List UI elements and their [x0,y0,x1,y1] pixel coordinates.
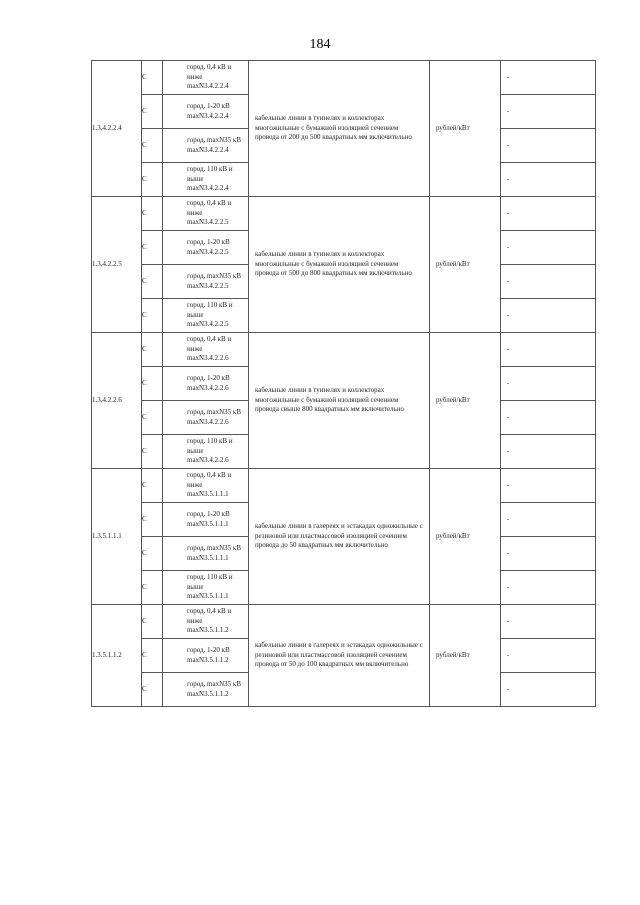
category-line: выше [187,446,204,455]
category-line: ниже [187,480,203,489]
settlement-type: С [142,673,163,707]
category-line: ниже [187,344,203,353]
settlement-type: С [142,129,163,163]
voltage-category [163,435,249,469]
category-line: город, 0,4 кВ и [187,335,232,344]
settlement-type: С [142,197,163,231]
settlement-type: С [142,299,163,333]
category-line: maxN3.5.1.1.2 [187,626,229,635]
category-line: город, 110 кВ и [187,301,233,310]
voltage-category [163,401,249,435]
category-line: maxN3.4.2.2.5 [187,320,229,329]
voltage-category [163,605,249,639]
voltage-category [163,333,249,367]
category-line: maxN3.4.2.2.6 [187,456,229,465]
line-description: кабельные линии в галереях и эстакадах одножильные с резиновой или пластмассовой изоляцией сечением провода до 50 квадратных мм включительно [249,469,430,605]
category-line: maxN3.5.1.1.2 [187,689,229,698]
settlement-type: С [142,571,163,605]
page-number: 184 [309,37,331,52]
category-line: город, 110 кВ и [187,437,233,446]
category-line: выше [187,310,204,319]
category-line: ниже [187,208,203,217]
line-description: кабельные линии в галереях и эстакадах одножильные с резиновой или пластмассовой изоляцией сечением провода от 50 до 100 квадратных мм включительно [249,605,430,707]
category-line: ниже [187,616,203,625]
table-row [92,469,596,503]
category-line: maxN3.5.1.1.2 [187,655,229,664]
line-description: кабельные линии в туннелях и коллекторах многожильные с бумажной изоляцией сечением провода от 200 до 500 квадратных мм включительно [249,61,430,197]
tariff-value: - [501,95,596,129]
category-line: maxN3.4.2.2.5 [187,218,229,227]
unit-label: рублей/кВт [430,197,501,333]
category-line: город, maxN35 кВ [187,408,241,417]
voltage-category [163,129,249,163]
tariff-value: - [501,469,596,503]
voltage-category [163,639,249,673]
settlement-type: С [142,605,163,639]
category-line: город, maxN35 кВ [187,272,241,281]
tariff-value: - [501,401,596,435]
tariff-value: - [501,197,596,231]
tariff-value: - [501,673,596,707]
voltage-category [163,299,249,333]
table-row [92,61,596,95]
category-line: город, maxN35 кВ [187,680,241,689]
table-body [92,61,596,707]
voltage-category [163,197,249,231]
settlement-type: С [142,401,163,435]
settlement-type: С [142,469,163,503]
tariff-value: - [501,299,596,333]
settlement-type: С [142,639,163,673]
category-line: город, 110 кВ и [187,165,233,174]
unit-label: рублей/кВт [430,605,501,707]
category-line: maxN3.4.2.2.4 [187,145,229,154]
category-line: maxN3.4.2.2.4 [187,82,229,91]
category-line: maxN3.4.2.2.5 [187,281,229,290]
voltage-category [163,61,249,95]
voltage-category [163,231,249,265]
voltage-category [163,571,249,605]
tariff-value: - [501,163,596,197]
tariff-value: - [501,571,596,605]
category-line: город, maxN35 кВ [187,544,241,553]
voltage-category [163,503,249,537]
tariff-value: - [501,61,596,95]
settlement-type: С [142,95,163,129]
tariff-value: - [501,231,596,265]
category-line: maxN3.4.2.2.6 [187,383,229,392]
line-description: кабельные линии в туннелях и коллекторах многожильные с бумажной изоляцией сечением провода свыше 800 квадратных мм включительно [249,333,430,469]
tariff-code: 1.3.4.2.2.4 [92,61,142,197]
category-line: город, 1-20 кВ [187,102,230,111]
tariff-value: - [501,367,596,401]
settlement-type: С [142,231,163,265]
settlement-type: С [142,265,163,299]
tariff-value: - [501,333,596,367]
tariff-value: - [501,265,596,299]
tariff-value: - [501,503,596,537]
voltage-category [163,469,249,503]
tariff-value: - [501,435,596,469]
tariff-value: - [501,537,596,571]
tariff-value: - [501,605,596,639]
unit-label: рублей/кВт [430,469,501,605]
tariff-code: 1.3.5.1.1.2 [92,605,142,707]
table-row [92,333,596,367]
voltage-category [163,265,249,299]
tariff-code: 1.3.4.2.2.5 [92,197,142,333]
voltage-category [163,673,249,707]
category-line: maxN3.5.1.1.1 [187,490,229,499]
category-line: maxN3.5.1.1.1 [187,592,229,601]
table-row [92,605,596,639]
settlement-type: С [142,435,163,469]
unit-label: рублей/кВт [430,333,501,469]
category-line: выше [187,582,204,591]
settlement-type: С [142,61,163,95]
unit-label: рублей/кВт [430,61,501,197]
category-line: город, 0,4 кВ и [187,607,232,616]
category-line: город, maxN35 кВ [187,136,241,145]
category-line: город, 1-20 кВ [187,510,230,519]
table-row [92,197,596,231]
category-line: maxN3.4.2.2.6 [187,417,229,426]
category-line: город, 1-20 кВ [187,646,230,655]
settlement-type: С [142,367,163,401]
category-line: maxN3.5.1.1.1 [187,553,229,562]
voltage-category [163,367,249,401]
settlement-type: С [142,163,163,197]
category-line: город, 0,4 кВ и [187,199,232,208]
category-line: город, 110 кВ и [187,573,233,582]
voltage-category [163,163,249,197]
category-line: maxN3.4.2.2.6 [187,354,229,363]
tariff-code: 1.3.5.1.1.1 [92,469,142,605]
settlement-type: С [142,333,163,367]
tariff-code: 1.3.4.2.2.6 [92,333,142,469]
category-line: maxN3.5.1.1.1 [187,519,229,528]
category-line: ниже [187,72,203,81]
tariff-table [91,60,596,707]
voltage-category [163,537,249,571]
voltage-category [163,95,249,129]
line-description: кабельные линии в туннелях и коллекторах многожильные с бумажной изоляцией сечением провода от 500 до 800 квадратных мм включительно [249,197,430,333]
category-line: город, 1-20 кВ [187,374,230,383]
category-line: maxN3.4.2.2.5 [187,247,229,256]
category-line: maxN3.4.2.2.4 [187,184,229,193]
settlement-type: С [142,503,163,537]
settlement-type: С [142,537,163,571]
tariff-value: - [501,639,596,673]
category-line: maxN3.4.2.2.4 [187,111,229,120]
category-line: город, 1-20 кВ [187,238,230,247]
category-line: город, 0,4 кВ и [187,63,232,72]
category-line: город, 0,4 кВ и [187,471,232,480]
tariff-value: - [501,129,596,163]
category-line: выше [187,174,204,183]
